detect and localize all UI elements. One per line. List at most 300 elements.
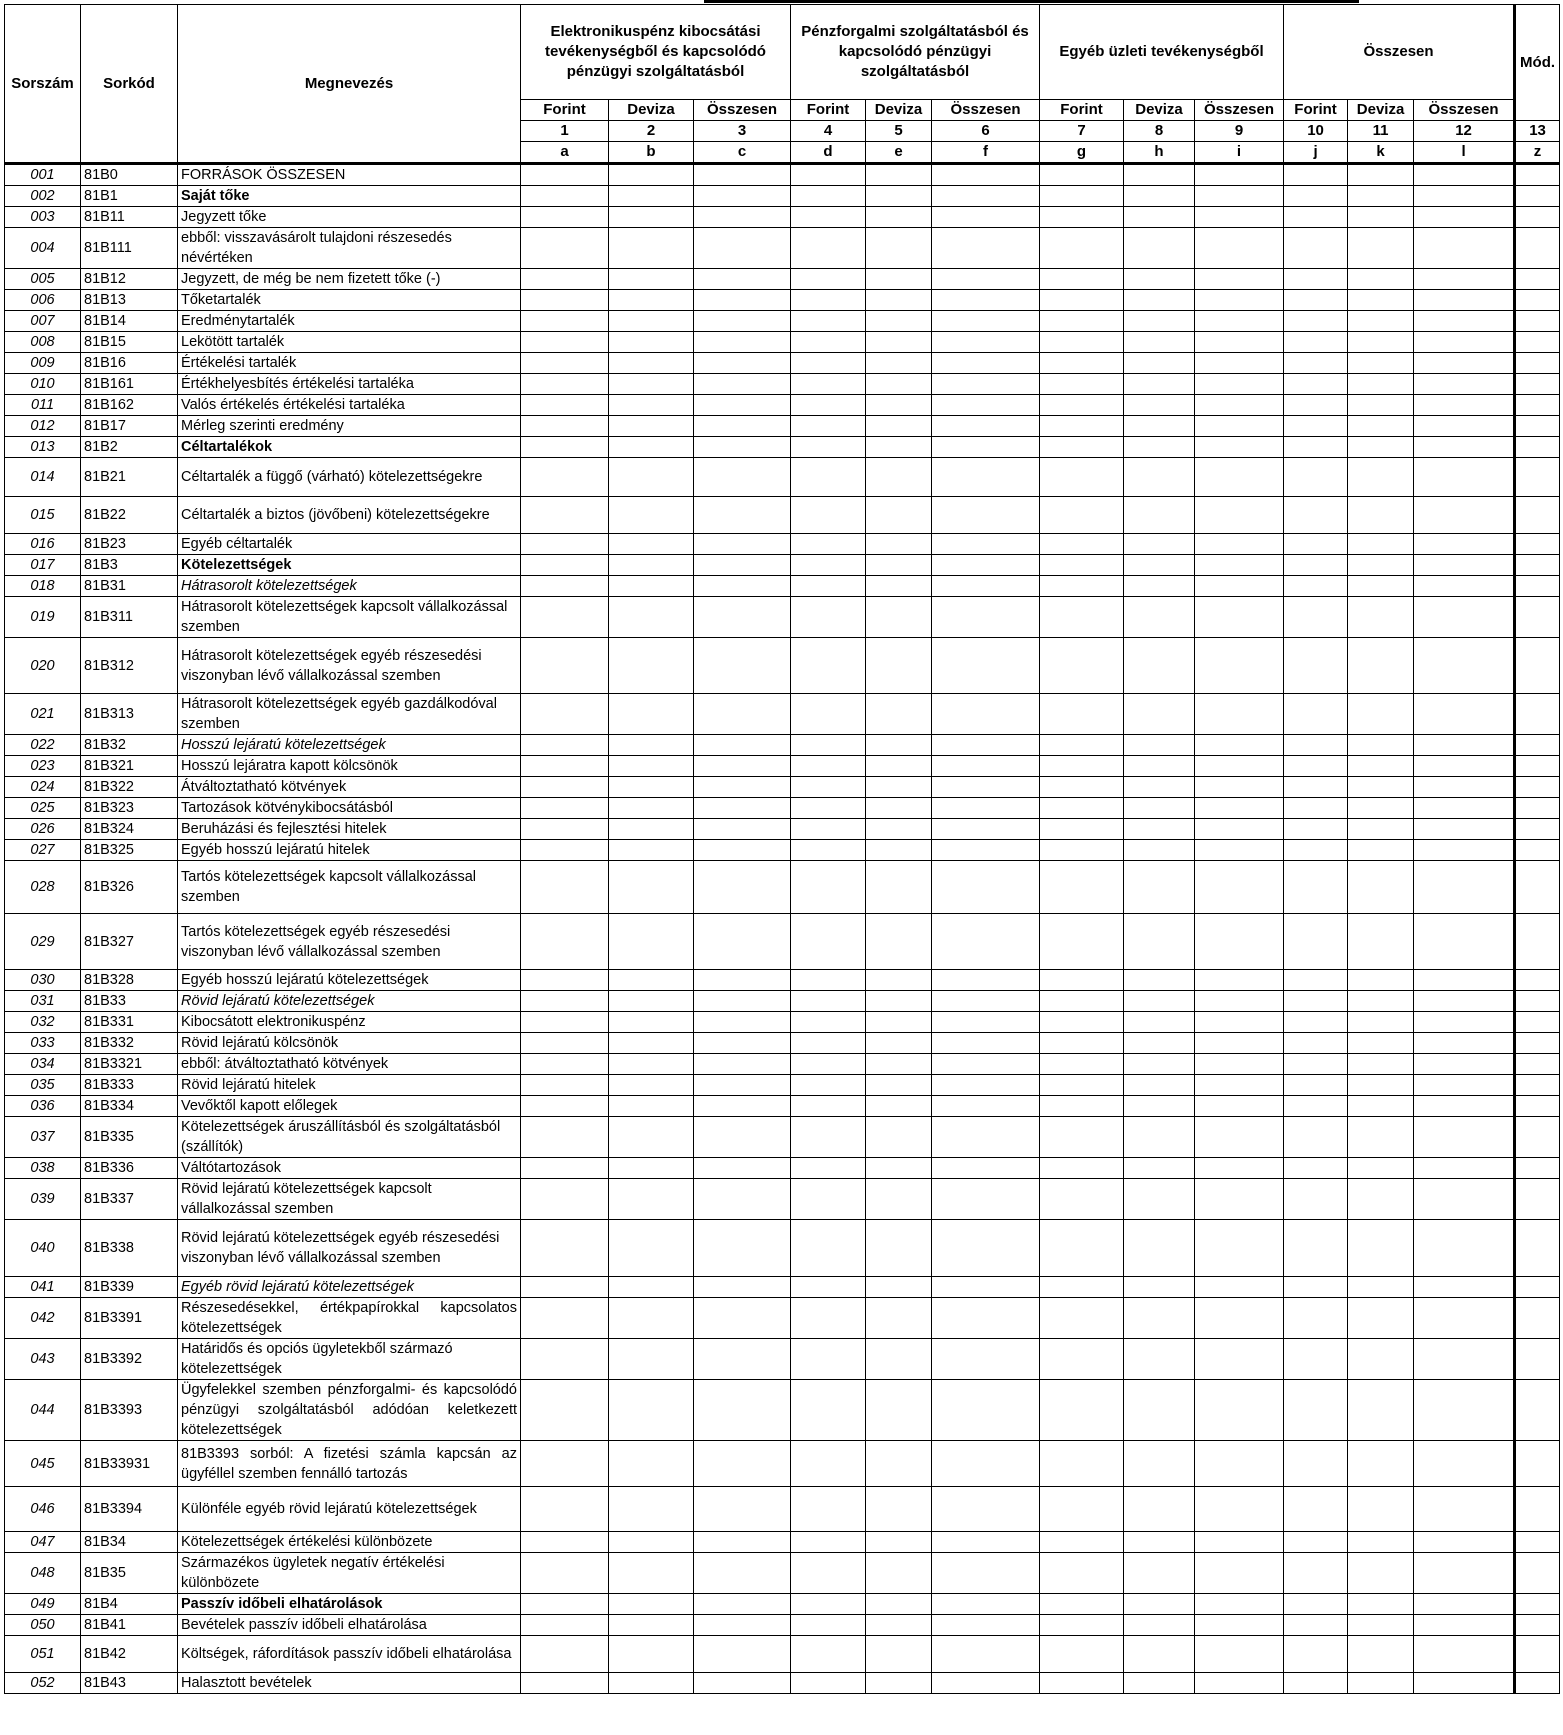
value-cell-col-10[interactable] — [1284, 1220, 1348, 1277]
value-cell-col-1[interactable] — [521, 576, 609, 597]
value-cell-col-5[interactable] — [866, 1075, 932, 1096]
value-cell-col-12[interactable] — [1414, 735, 1515, 756]
value-cell-col-8[interactable] — [1124, 374, 1195, 395]
value-cell-col-11[interactable] — [1348, 395, 1414, 416]
value-cell-col-12[interactable] — [1414, 1380, 1515, 1441]
value-cell-col-8[interactable] — [1124, 597, 1195, 638]
value-cell-col-2[interactable] — [609, 437, 694, 458]
value-cell-col-4[interactable] — [791, 1441, 866, 1487]
value-cell-col-12[interactable] — [1414, 777, 1515, 798]
value-cell-col-7[interactable] — [1040, 756, 1124, 777]
value-cell-col-6[interactable] — [932, 991, 1040, 1012]
value-cell-col-3[interactable] — [694, 1179, 791, 1220]
value-cell-col-1[interactable] — [521, 1179, 609, 1220]
value-cell-col-10[interactable] — [1284, 1636, 1348, 1673]
value-cell-col-12[interactable] — [1414, 186, 1515, 207]
value-cell-col-13[interactable] — [1515, 1673, 1560, 1694]
value-cell-col-7[interactable] — [1040, 861, 1124, 914]
value-cell-col-7[interactable] — [1040, 186, 1124, 207]
value-cell-col-6[interactable] — [932, 1615, 1040, 1636]
value-cell-col-9[interactable] — [1195, 694, 1284, 735]
value-cell-col-2[interactable] — [609, 311, 694, 332]
value-cell-col-2[interactable] — [609, 1441, 694, 1487]
value-cell-col-13[interactable] — [1515, 694, 1560, 735]
value-cell-col-4[interactable] — [791, 914, 866, 970]
value-cell-col-6[interactable] — [932, 374, 1040, 395]
value-cell-col-2[interactable] — [609, 991, 694, 1012]
value-cell-col-13[interactable] — [1515, 1636, 1560, 1673]
value-cell-col-13[interactable] — [1515, 395, 1560, 416]
value-cell-col-11[interactable] — [1348, 777, 1414, 798]
value-cell-col-11[interactable] — [1348, 694, 1414, 735]
value-cell-col-6[interactable] — [932, 576, 1040, 597]
value-cell-col-5[interactable] — [866, 1012, 932, 1033]
value-cell-col-11[interactable] — [1348, 207, 1414, 228]
value-cell-col-3[interactable] — [694, 819, 791, 840]
value-cell-col-12[interactable] — [1414, 638, 1515, 694]
value-cell-col-2[interactable] — [609, 1179, 694, 1220]
value-cell-col-13[interactable] — [1515, 416, 1560, 437]
value-cell-col-7[interactable] — [1040, 290, 1124, 311]
value-cell-col-1[interactable] — [521, 497, 609, 534]
value-cell-col-1[interactable] — [521, 1615, 609, 1636]
value-cell-col-10[interactable] — [1284, 186, 1348, 207]
value-cell-col-13[interactable] — [1515, 1277, 1560, 1298]
value-cell-col-5[interactable] — [866, 1054, 932, 1075]
value-cell-col-3[interactable] — [694, 914, 791, 970]
value-cell-col-5[interactable] — [866, 1636, 932, 1673]
value-cell-col-7[interactable] — [1040, 1220, 1124, 1277]
value-cell-col-3[interactable] — [694, 416, 791, 437]
value-cell-col-12[interactable] — [1414, 269, 1515, 290]
value-cell-col-9[interactable] — [1195, 207, 1284, 228]
value-cell-col-7[interactable] — [1040, 164, 1124, 186]
value-cell-col-9[interactable] — [1195, 1277, 1284, 1298]
value-cell-col-3[interactable] — [694, 374, 791, 395]
value-cell-col-2[interactable] — [609, 1615, 694, 1636]
value-cell-col-7[interactable] — [1040, 798, 1124, 819]
value-cell-col-4[interactable] — [791, 819, 866, 840]
value-cell-col-9[interactable] — [1195, 1298, 1284, 1339]
value-cell-col-1[interactable] — [521, 1117, 609, 1158]
value-cell-col-12[interactable] — [1414, 1158, 1515, 1179]
value-cell-col-5[interactable] — [866, 458, 932, 497]
value-cell-col-8[interactable] — [1124, 1158, 1195, 1179]
value-cell-col-1[interactable] — [521, 1441, 609, 1487]
value-cell-col-13[interactable] — [1515, 332, 1560, 353]
value-cell-col-5[interactable] — [866, 228, 932, 269]
value-cell-col-5[interactable] — [866, 597, 932, 638]
value-cell-col-4[interactable] — [791, 437, 866, 458]
value-cell-col-3[interactable] — [694, 497, 791, 534]
value-cell-col-2[interactable] — [609, 269, 694, 290]
value-cell-col-4[interactable] — [791, 1380, 866, 1441]
value-cell-col-11[interactable] — [1348, 186, 1414, 207]
value-cell-col-6[interactable] — [932, 819, 1040, 840]
value-cell-col-2[interactable] — [609, 1096, 694, 1117]
value-cell-col-11[interactable] — [1348, 1117, 1414, 1158]
value-cell-col-1[interactable] — [521, 207, 609, 228]
value-cell-col-7[interactable] — [1040, 458, 1124, 497]
value-cell-col-1[interactable] — [521, 1012, 609, 1033]
value-cell-col-4[interactable] — [791, 534, 866, 555]
value-cell-col-8[interactable] — [1124, 1487, 1195, 1532]
value-cell-col-11[interactable] — [1348, 1277, 1414, 1298]
value-cell-col-2[interactable] — [609, 1117, 694, 1158]
value-cell-col-6[interactable] — [932, 497, 1040, 534]
value-cell-col-5[interactable] — [866, 207, 932, 228]
value-cell-col-8[interactable] — [1124, 694, 1195, 735]
value-cell-col-7[interactable] — [1040, 597, 1124, 638]
value-cell-col-11[interactable] — [1348, 311, 1414, 332]
value-cell-col-2[interactable] — [609, 534, 694, 555]
value-cell-col-11[interactable] — [1348, 1553, 1414, 1594]
value-cell-col-8[interactable] — [1124, 777, 1195, 798]
value-cell-col-7[interactable] — [1040, 1487, 1124, 1532]
value-cell-col-7[interactable] — [1040, 1441, 1124, 1487]
value-cell-col-11[interactable] — [1348, 576, 1414, 597]
value-cell-col-8[interactable] — [1124, 1012, 1195, 1033]
value-cell-col-7[interactable] — [1040, 1096, 1124, 1117]
value-cell-col-8[interactable] — [1124, 638, 1195, 694]
value-cell-col-4[interactable] — [791, 1179, 866, 1220]
value-cell-col-3[interactable] — [694, 970, 791, 991]
value-cell-col-2[interactable] — [609, 1054, 694, 1075]
value-cell-col-9[interactable] — [1195, 534, 1284, 555]
value-cell-col-12[interactable] — [1414, 555, 1515, 576]
value-cell-col-2[interactable] — [609, 735, 694, 756]
value-cell-col-6[interactable] — [932, 735, 1040, 756]
value-cell-col-1[interactable] — [521, 1158, 609, 1179]
value-cell-col-10[interactable] — [1284, 576, 1348, 597]
value-cell-col-6[interactable] — [932, 1012, 1040, 1033]
value-cell-col-8[interactable] — [1124, 1636, 1195, 1673]
value-cell-col-10[interactable] — [1284, 1487, 1348, 1532]
value-cell-col-10[interactable] — [1284, 269, 1348, 290]
value-cell-col-9[interactable] — [1195, 1594, 1284, 1615]
value-cell-col-2[interactable] — [609, 798, 694, 819]
value-cell-col-6[interactable] — [932, 597, 1040, 638]
value-cell-col-12[interactable] — [1414, 1594, 1515, 1615]
value-cell-col-10[interactable] — [1284, 1380, 1348, 1441]
value-cell-col-12[interactable] — [1414, 1054, 1515, 1075]
value-cell-col-13[interactable] — [1515, 1532, 1560, 1553]
value-cell-col-10[interactable] — [1284, 1553, 1348, 1594]
value-cell-col-4[interactable] — [791, 207, 866, 228]
value-cell-col-11[interactable] — [1348, 458, 1414, 497]
value-cell-col-1[interactable] — [521, 1380, 609, 1441]
value-cell-col-11[interactable] — [1348, 416, 1414, 437]
value-cell-col-12[interactable] — [1414, 416, 1515, 437]
value-cell-col-3[interactable] — [694, 1158, 791, 1179]
value-cell-col-7[interactable] — [1040, 576, 1124, 597]
value-cell-col-8[interactable] — [1124, 1096, 1195, 1117]
value-cell-col-8[interactable] — [1124, 756, 1195, 777]
value-cell-col-5[interactable] — [866, 777, 932, 798]
value-cell-col-8[interactable] — [1124, 1075, 1195, 1096]
value-cell-col-4[interactable] — [791, 395, 866, 416]
value-cell-col-7[interactable] — [1040, 1553, 1124, 1594]
value-cell-col-4[interactable] — [791, 638, 866, 694]
value-cell-col-13[interactable] — [1515, 1012, 1560, 1033]
value-cell-col-3[interactable] — [694, 1339, 791, 1380]
value-cell-col-10[interactable] — [1284, 756, 1348, 777]
value-cell-col-2[interactable] — [609, 458, 694, 497]
value-cell-col-8[interactable] — [1124, 1033, 1195, 1054]
value-cell-col-9[interactable] — [1195, 914, 1284, 970]
value-cell-col-7[interactable] — [1040, 970, 1124, 991]
value-cell-col-1[interactable] — [521, 1277, 609, 1298]
value-cell-col-11[interactable] — [1348, 1532, 1414, 1553]
value-cell-col-3[interactable] — [694, 638, 791, 694]
value-cell-col-10[interactable] — [1284, 735, 1348, 756]
value-cell-col-12[interactable] — [1414, 970, 1515, 991]
value-cell-col-2[interactable] — [609, 638, 694, 694]
value-cell-col-9[interactable] — [1195, 374, 1284, 395]
value-cell-col-12[interactable] — [1414, 1075, 1515, 1096]
value-cell-col-2[interactable] — [609, 694, 694, 735]
value-cell-col-13[interactable] — [1515, 1441, 1560, 1487]
value-cell-col-11[interactable] — [1348, 332, 1414, 353]
value-cell-col-11[interactable] — [1348, 1033, 1414, 1054]
value-cell-col-10[interactable] — [1284, 1179, 1348, 1220]
value-cell-col-2[interactable] — [609, 555, 694, 576]
value-cell-col-10[interactable] — [1284, 1117, 1348, 1158]
value-cell-col-9[interactable] — [1195, 1158, 1284, 1179]
value-cell-col-1[interactable] — [521, 798, 609, 819]
value-cell-col-11[interactable] — [1348, 437, 1414, 458]
value-cell-col-8[interactable] — [1124, 1553, 1195, 1594]
value-cell-col-2[interactable] — [609, 576, 694, 597]
value-cell-col-1[interactable] — [521, 819, 609, 840]
value-cell-col-12[interactable] — [1414, 228, 1515, 269]
value-cell-col-3[interactable] — [694, 269, 791, 290]
value-cell-col-3[interactable] — [694, 207, 791, 228]
value-cell-col-4[interactable] — [791, 798, 866, 819]
value-cell-col-5[interactable] — [866, 1298, 932, 1339]
value-cell-col-10[interactable] — [1284, 1532, 1348, 1553]
value-cell-col-1[interactable] — [521, 353, 609, 374]
value-cell-col-10[interactable] — [1284, 534, 1348, 555]
value-cell-col-4[interactable] — [791, 777, 866, 798]
value-cell-col-11[interactable] — [1348, 914, 1414, 970]
value-cell-col-9[interactable] — [1195, 638, 1284, 694]
value-cell-col-7[interactable] — [1040, 1158, 1124, 1179]
value-cell-col-2[interactable] — [609, 1532, 694, 1553]
value-cell-col-13[interactable] — [1515, 1339, 1560, 1380]
value-cell-col-11[interactable] — [1348, 1339, 1414, 1380]
value-cell-col-13[interactable] — [1515, 1487, 1560, 1532]
value-cell-col-10[interactable] — [1284, 970, 1348, 991]
value-cell-col-1[interactable] — [521, 311, 609, 332]
value-cell-col-4[interactable] — [791, 311, 866, 332]
value-cell-col-3[interactable] — [694, 1594, 791, 1615]
value-cell-col-3[interactable] — [694, 1117, 791, 1158]
value-cell-col-5[interactable] — [866, 1117, 932, 1158]
value-cell-col-1[interactable] — [521, 395, 609, 416]
value-cell-col-5[interactable] — [866, 353, 932, 374]
value-cell-col-7[interactable] — [1040, 207, 1124, 228]
value-cell-col-6[interactable] — [932, 1532, 1040, 1553]
value-cell-col-11[interactable] — [1348, 1179, 1414, 1220]
value-cell-col-11[interactable] — [1348, 1594, 1414, 1615]
value-cell-col-8[interactable] — [1124, 991, 1195, 1012]
value-cell-col-12[interactable] — [1414, 290, 1515, 311]
value-cell-col-10[interactable] — [1284, 777, 1348, 798]
value-cell-col-6[interactable] — [932, 458, 1040, 497]
value-cell-col-12[interactable] — [1414, 840, 1515, 861]
value-cell-col-7[interactable] — [1040, 1117, 1124, 1158]
value-cell-col-6[interactable] — [932, 228, 1040, 269]
value-cell-col-8[interactable] — [1124, 1594, 1195, 1615]
value-cell-col-9[interactable] — [1195, 311, 1284, 332]
value-cell-col-1[interactable] — [521, 534, 609, 555]
value-cell-col-5[interactable] — [866, 576, 932, 597]
value-cell-col-6[interactable] — [932, 840, 1040, 861]
value-cell-col-8[interactable] — [1124, 1615, 1195, 1636]
value-cell-col-6[interactable] — [932, 1096, 1040, 1117]
value-cell-col-3[interactable] — [694, 1220, 791, 1277]
value-cell-col-4[interactable] — [791, 597, 866, 638]
value-cell-col-12[interactable] — [1414, 1179, 1515, 1220]
value-cell-col-2[interactable] — [609, 395, 694, 416]
value-cell-col-3[interactable] — [694, 353, 791, 374]
value-cell-col-12[interactable] — [1414, 1033, 1515, 1054]
value-cell-col-9[interactable] — [1195, 861, 1284, 914]
value-cell-col-5[interactable] — [866, 395, 932, 416]
value-cell-col-7[interactable] — [1040, 353, 1124, 374]
value-cell-col-5[interactable] — [866, 1096, 932, 1117]
value-cell-col-10[interactable] — [1284, 228, 1348, 269]
value-cell-col-6[interactable] — [932, 1594, 1040, 1615]
value-cell-col-13[interactable] — [1515, 1158, 1560, 1179]
value-cell-col-9[interactable] — [1195, 228, 1284, 269]
value-cell-col-11[interactable] — [1348, 1615, 1414, 1636]
value-cell-col-7[interactable] — [1040, 777, 1124, 798]
value-cell-col-10[interactable] — [1284, 1298, 1348, 1339]
value-cell-col-4[interactable] — [791, 374, 866, 395]
value-cell-col-12[interactable] — [1414, 207, 1515, 228]
value-cell-col-6[interactable] — [932, 416, 1040, 437]
value-cell-col-9[interactable] — [1195, 840, 1284, 861]
value-cell-col-2[interactable] — [609, 290, 694, 311]
value-cell-col-11[interactable] — [1348, 1075, 1414, 1096]
value-cell-col-1[interactable] — [521, 1339, 609, 1380]
value-cell-col-12[interactable] — [1414, 1012, 1515, 1033]
value-cell-col-13[interactable] — [1515, 437, 1560, 458]
value-cell-col-2[interactable] — [609, 1636, 694, 1673]
value-cell-col-5[interactable] — [866, 798, 932, 819]
value-cell-col-1[interactable] — [521, 164, 609, 186]
value-cell-col-11[interactable] — [1348, 1096, 1414, 1117]
value-cell-col-9[interactable] — [1195, 991, 1284, 1012]
value-cell-col-3[interactable] — [694, 534, 791, 555]
value-cell-col-7[interactable] — [1040, 1054, 1124, 1075]
value-cell-col-10[interactable] — [1284, 819, 1348, 840]
value-cell-col-5[interactable] — [866, 186, 932, 207]
value-cell-col-9[interactable] — [1195, 1033, 1284, 1054]
value-cell-col-4[interactable] — [791, 861, 866, 914]
value-cell-col-8[interactable] — [1124, 164, 1195, 186]
value-cell-col-6[interactable] — [932, 1553, 1040, 1594]
value-cell-col-6[interactable] — [932, 914, 1040, 970]
value-cell-col-9[interactable] — [1195, 353, 1284, 374]
value-cell-col-5[interactable] — [866, 269, 932, 290]
value-cell-col-7[interactable] — [1040, 1380, 1124, 1441]
value-cell-col-13[interactable] — [1515, 1615, 1560, 1636]
value-cell-col-9[interactable] — [1195, 1487, 1284, 1532]
value-cell-col-9[interactable] — [1195, 1553, 1284, 1594]
value-cell-col-3[interactable] — [694, 861, 791, 914]
value-cell-col-6[interactable] — [932, 534, 1040, 555]
value-cell-col-6[interactable] — [932, 777, 1040, 798]
value-cell-col-7[interactable] — [1040, 1179, 1124, 1220]
value-cell-col-1[interactable] — [521, 756, 609, 777]
value-cell-col-11[interactable] — [1348, 1673, 1414, 1694]
value-cell-col-4[interactable] — [791, 416, 866, 437]
value-cell-col-3[interactable] — [694, 1277, 791, 1298]
value-cell-col-6[interactable] — [932, 269, 1040, 290]
value-cell-col-4[interactable] — [791, 164, 866, 186]
value-cell-col-8[interactable] — [1124, 332, 1195, 353]
value-cell-col-3[interactable] — [694, 186, 791, 207]
value-cell-col-3[interactable] — [694, 576, 791, 597]
value-cell-col-8[interactable] — [1124, 1298, 1195, 1339]
value-cell-col-9[interactable] — [1195, 416, 1284, 437]
value-cell-col-9[interactable] — [1195, 1441, 1284, 1487]
value-cell-col-10[interactable] — [1284, 290, 1348, 311]
value-cell-col-4[interactable] — [791, 1054, 866, 1075]
value-cell-col-12[interactable] — [1414, 1487, 1515, 1532]
value-cell-col-13[interactable] — [1515, 1179, 1560, 1220]
value-cell-col-6[interactable] — [932, 1380, 1040, 1441]
value-cell-col-4[interactable] — [791, 970, 866, 991]
value-cell-col-8[interactable] — [1124, 1339, 1195, 1380]
value-cell-col-7[interactable] — [1040, 914, 1124, 970]
value-cell-col-4[interactable] — [791, 576, 866, 597]
value-cell-col-10[interactable] — [1284, 991, 1348, 1012]
value-cell-col-11[interactable] — [1348, 1054, 1414, 1075]
value-cell-col-4[interactable] — [791, 332, 866, 353]
value-cell-col-5[interactable] — [866, 694, 932, 735]
value-cell-col-7[interactable] — [1040, 1033, 1124, 1054]
value-cell-col-4[interactable] — [791, 1553, 866, 1594]
value-cell-col-12[interactable] — [1414, 1096, 1515, 1117]
value-cell-col-10[interactable] — [1284, 914, 1348, 970]
value-cell-col-7[interactable] — [1040, 332, 1124, 353]
value-cell-col-1[interactable] — [521, 1673, 609, 1694]
value-cell-col-12[interactable] — [1414, 1339, 1515, 1380]
value-cell-col-4[interactable] — [791, 1033, 866, 1054]
value-cell-col-3[interactable] — [694, 1673, 791, 1694]
value-cell-col-6[interactable] — [932, 1339, 1040, 1380]
value-cell-col-10[interactable] — [1284, 416, 1348, 437]
value-cell-col-1[interactable] — [521, 416, 609, 437]
value-cell-col-12[interactable] — [1414, 861, 1515, 914]
value-cell-col-13[interactable] — [1515, 1054, 1560, 1075]
value-cell-col-12[interactable] — [1414, 458, 1515, 497]
value-cell-col-2[interactable] — [609, 1594, 694, 1615]
value-cell-col-9[interactable] — [1195, 497, 1284, 534]
value-cell-col-3[interactable] — [694, 1636, 791, 1673]
value-cell-col-8[interactable] — [1124, 1117, 1195, 1158]
value-cell-col-5[interactable] — [866, 1179, 932, 1220]
value-cell-col-10[interactable] — [1284, 374, 1348, 395]
value-cell-col-10[interactable] — [1284, 164, 1348, 186]
value-cell-col-2[interactable] — [609, 1158, 694, 1179]
value-cell-col-1[interactable] — [521, 1075, 609, 1096]
value-cell-col-13[interactable] — [1515, 1553, 1560, 1594]
